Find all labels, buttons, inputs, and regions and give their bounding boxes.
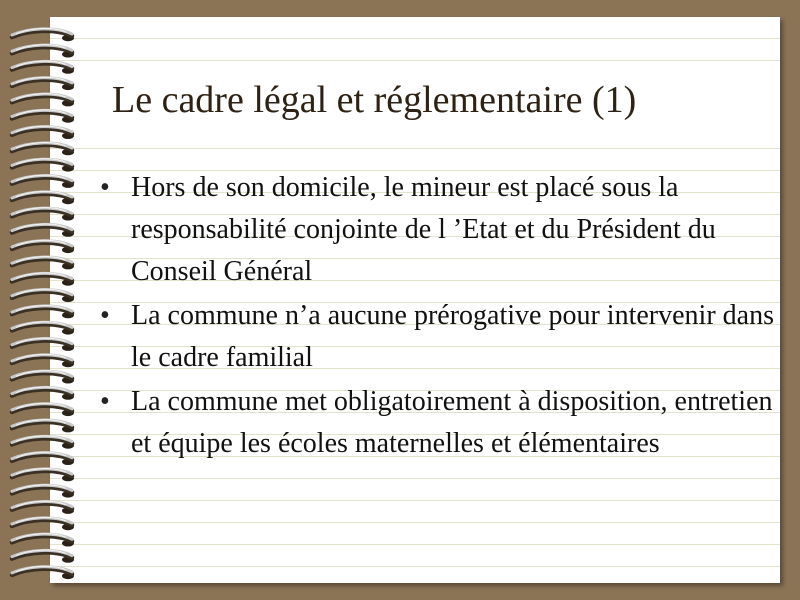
bullet-item [100, 167, 780, 293]
spiral-ring-icon [12, 420, 74, 433]
bullet-dot-icon: • [100, 300, 110, 331]
bullet-text: Hors de son domicile, le mineur est placé sous la responsabilité conjointe de l ’Etat et du Président du Conseil Général [131, 172, 716, 287]
notebook-page [50, 17, 780, 583]
spiral-ring-icon [12, 387, 74, 400]
spiral-ring-icon [12, 289, 74, 302]
spiral-rings [6, 25, 76, 585]
spiral-ring-icon [12, 224, 74, 237]
spiral-ring-icon [12, 517, 74, 530]
spiral-ring-icon [12, 534, 74, 547]
spiral-ring-icon [12, 94, 74, 107]
bullet-dot-icon: • [100, 386, 110, 417]
bullet-item [100, 295, 780, 379]
spiral-ring-icon [12, 175, 74, 188]
spiral-ring-icon [12, 566, 74, 579]
spiral-ring-icon [12, 45, 74, 58]
spiral-ring-icon [12, 468, 74, 481]
bullet-text: La commune n’a aucune prérogative pour intervenir dans le cadre familial [131, 300, 774, 373]
spiral-ring-icon [12, 305, 74, 318]
spiral-ring-icon [12, 191, 74, 204]
spiral-ring-icon [12, 485, 74, 498]
spiral-ring-icon [12, 159, 74, 172]
bullet-list [100, 167, 780, 467]
spiral-ring-icon [12, 28, 74, 41]
spiral-ring-icon [12, 436, 74, 449]
spiral-ring-icon [12, 240, 74, 253]
spiral-ring-icon [12, 208, 74, 221]
spiral-ring-icon [12, 257, 74, 270]
spiral-ring-icon [12, 403, 74, 416]
spiral-binding-icon [6, 25, 76, 585]
spiral-ring-icon [12, 322, 74, 335]
spiral-ring-icon [12, 126, 74, 139]
spiral-ring-icon [12, 550, 74, 563]
spiral-ring-icon [12, 501, 74, 514]
spiral-ring-icon [12, 338, 74, 351]
bullet-dot-icon: • [100, 172, 110, 203]
spiral-ring-icon [12, 354, 74, 367]
bullet-text: La commune met obligatoirement à disposition, entretien et équipe les écoles maternelles et élémentaires [131, 386, 773, 459]
spiral-ring-icon [12, 77, 74, 90]
spiral-ring-icon [12, 371, 74, 384]
slide-title: Le cadre légal et réglementaire (1) [112, 79, 637, 121]
spiral-ring-icon [12, 273, 74, 286]
spiral-ring-icon [12, 110, 74, 123]
bullet-item [100, 381, 780, 465]
spiral-ring-icon [12, 142, 74, 155]
spiral-ring-icon [12, 452, 74, 465]
spiral-ring-icon [12, 61, 74, 74]
